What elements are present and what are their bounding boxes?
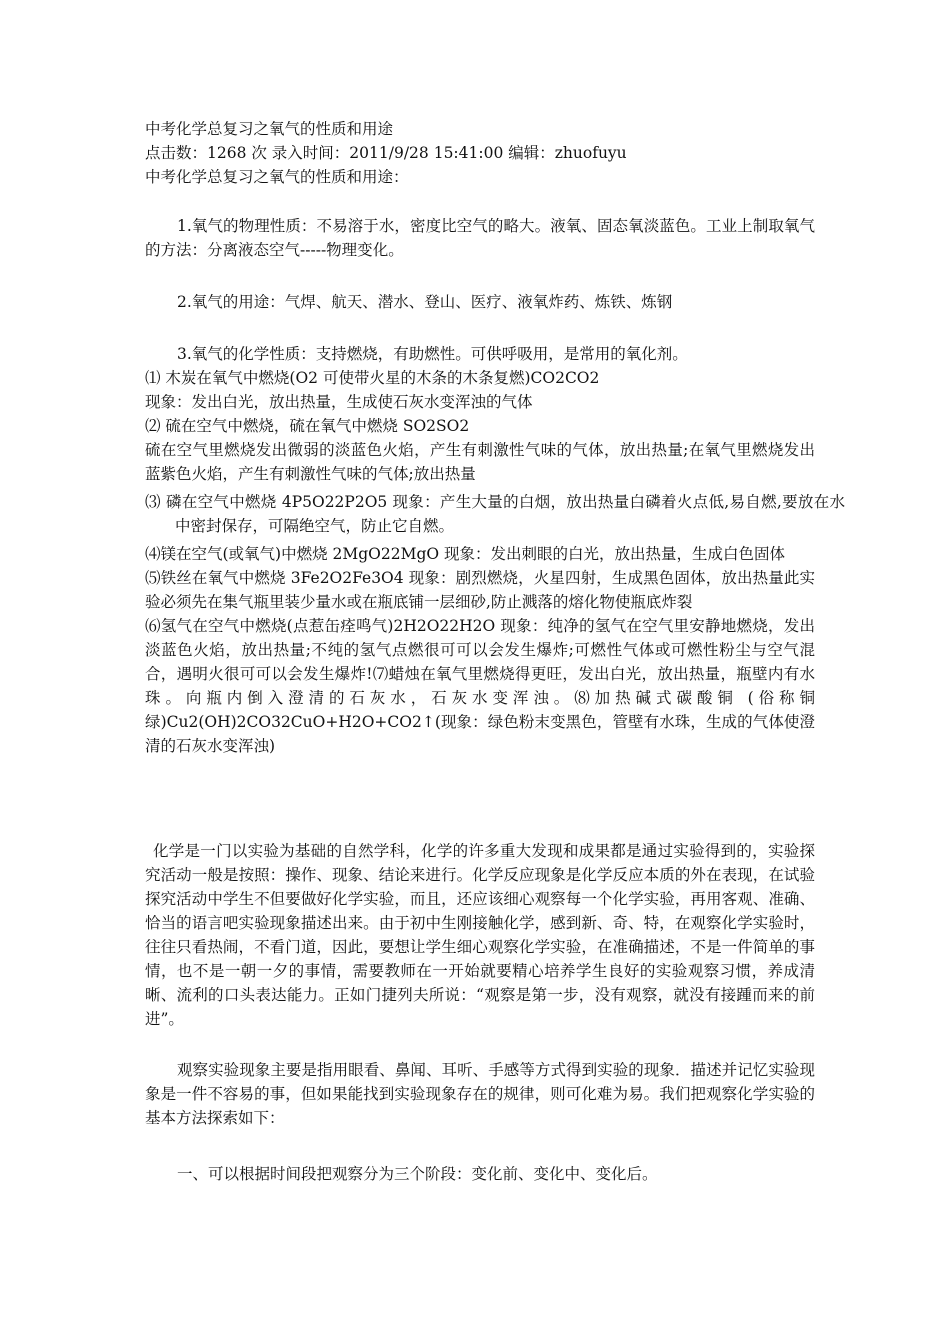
reaction-2-observation: 硫在空气里燃烧发出微弱的淡蓝色火焰，产生有刺激性气味的气体，放出热量;在氧气里燃烧发出蓝紫色火焰，产生有刺激性气味的气体;放出热量 [145,441,815,483]
reaction-1-observation: 现象：发出白光，放出热量，生成使石灰水变浑浊的气体 [145,393,533,411]
reaction-2: ⑵ 硫在空气中燃烧，硫在氧气中燃烧 SO2SO2 [145,417,470,435]
reaction-4: ⑷镁在空气(或氧气)中燃烧 2MgO22MgO 现象：发出刺眼的白光，放出热量，生成白色固体 [145,545,786,563]
document-subtitle: 中考化学总复习之氧气的性质和用途： [145,168,409,186]
document-meta: 点击数：1268 次 录入时间：2011/9/28 15:41:00 编辑：zhuofuyu [145,144,627,162]
paragraph-uses: 2.氧气的用途：气焊、航天、潜水、登山、医疗、液氧炸药、炼铁、炼钢 [177,293,673,311]
paragraph-physical-properties: 1.氧气的物理性质：不易溶于水，密度比空气的略大。液氧、固态氧淡蓝色。工业上制取氧气的方法：分离液态空气-----物理变化。 [145,217,815,259]
document-title: 中考化学总复习之氧气的性质和用途 [145,120,394,138]
reaction-3: ⑶ 磷在空气中燃烧 4P5O22P2O5 现象：产生大量的白烟，放出热量白磷着火点低,易自燃,要放在水中密封保存，可隔绝空气，防止它自燃。 [145,493,845,535]
essay-paragraph-3: 一、可以根据时间段把观察分为三个阶段：变化前、变化中、变化后。 [177,1165,658,1183]
reaction-5: ⑸铁丝在氧气中燃烧 3Fe2O2Fe3O4 现象：剧烈燃烧，火星四射，生成黑色固体，放出热量此实验必须先在集气瓶里装少量水或在瓶底铺一层细砂,防止溅落的熔化物使瓶底炸裂 [145,569,815,611]
essay-paragraph-1: 化学是一门以实验为基础的自然学科，化学的许多重大发现和成果都是通过实验得到的，实验探究活动一般是按照：操作、现象、结论来进行。化学反应现象是化学反应本质的外在表现，在试验探究活动中学生不但要做好化学实验，而且，还应该细心观察每一个化学实验，再用客观、准确、恰当的语言吧实验现象描述出来。由于初中生刚接触化学，感到新、奇、特，在观察化学实验时，往往只看热闹，不看门道，因此，要想让学生细心观察化学实验，在准确描述，不是一件简单的事情，也不是一朝一夕的事情，需要教师在一开始就要精心培养学生良好的实验观察习惯，养成清晰、流利的口头表达能力。正如门捷列夫所说：“观察是第一步，没有观察，就没有接踵而来的前进”。 [145,842,815,1028]
reaction-1: ⑴ 木炭在氧气中燃烧(O2 可使带火星的木条的木条复燃)CO2CO2 [145,369,600,387]
paragraph-chemical-properties: 3.氧气的化学性质：支持燃烧，有助燃性。可供呼吸用，是常用的氧化剂。 [177,345,688,363]
reaction-6-8: ⑹氢气在空气中燃烧(点惹缶痊鸣气)2H2O22H2O 现象：纯净的氢气在空气里安静地燃烧，发出淡蓝色火焰，放出热量;不纯的氢气点燃很可可以会发生爆炸;可燃性气体或可燃性粉尘与空气混合，遇明火很可可以会发生爆炸!⑺蜡烛在氧气里燃烧得更旺，发出白光，放出热量，瓶壁内有水珠。向瓶内倒入澄清的石灰水，石灰水变浑浊。⑻加热碱式碳酸铜 (俗称铜绿)Cu2(OH)2CO32CuO+H2O+CO2↑(现象：绿色粉末变黑色，管壁有水珠，生成的气体使澄清的石灰水变浑浊) [145,617,815,755]
essay-paragraph-2: 观察实验现象主要是指用眼看、鼻闻、耳听、手感等方式得到实验的现象．描述并记忆实验现象是一件不容易的事，但如果能找到实验现象存在的规律，则可化难为易。我们把观察化学实验的基本方法探索如下： [145,1061,815,1127]
